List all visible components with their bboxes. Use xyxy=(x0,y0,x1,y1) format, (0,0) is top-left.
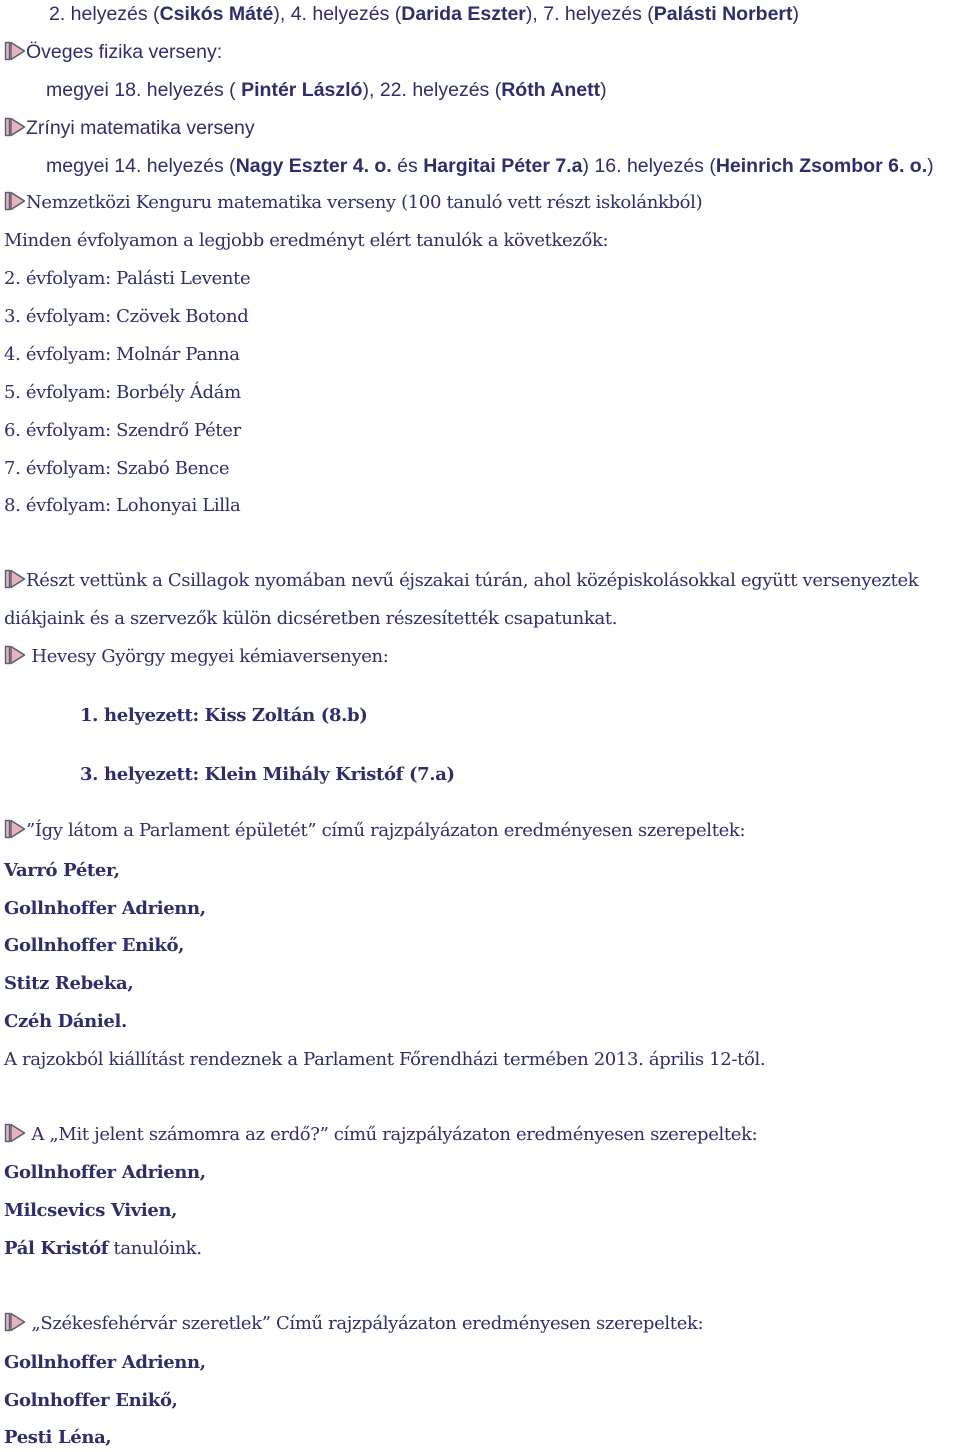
result-text: 3. helyezett: Klein Mihály Kristóf (7.a) xyxy=(80,764,455,785)
competition-oveges xyxy=(4,39,222,65)
grade-text: 4. évfolyam: Molnár Panna xyxy=(4,344,240,365)
text: ), 7. helyezés ( xyxy=(525,3,654,25)
intro-text: Minden évfolyamon a legjobb eredményt elért tanulók a következők: xyxy=(4,230,609,251)
competition-parlament xyxy=(4,818,745,844)
name-text: Stitz Rebeka, xyxy=(4,973,134,994)
arrow-bullet-icon xyxy=(4,1312,26,1332)
exhibition-note xyxy=(4,1047,765,1073)
competition-title: Zrínyi matematika verseny xyxy=(26,117,255,139)
name-text: Czéh Dániel. xyxy=(4,1011,127,1032)
grade-text: 8. évfolyam: Lohonyai Lilla xyxy=(4,495,241,516)
grade-text: 7. évfolyam: Szabó Bence xyxy=(4,458,230,479)
competition-zrinyi xyxy=(4,115,255,141)
suffix-text: tanulóink. xyxy=(108,1238,202,1259)
competition-title: Hevesy György megyei kémiaversenyen: xyxy=(26,646,389,667)
grade-result xyxy=(4,493,240,519)
grade-result xyxy=(4,342,240,368)
text: ), 4. helyezés ( xyxy=(273,3,402,25)
grade-result xyxy=(4,304,248,330)
competition-kenguru xyxy=(4,190,702,216)
text: és xyxy=(391,155,424,177)
note-text: A rajzokból kiállítást rendeznek a Parlament Főrendházi termében 2013. április 12-től. xyxy=(4,1049,766,1070)
result-text: 1. helyezett: Kiss Zoltán (8.b) xyxy=(80,705,368,726)
text: megyei 18. helyezés ( xyxy=(46,79,242,101)
text: ) xyxy=(792,3,799,25)
student-name: Palásti Norbert xyxy=(653,3,793,25)
hevesy-result xyxy=(80,762,455,788)
competition-title: A „Mit jelent számomra az erdő?” című rajzpályázaton eredményesen szerepeltek: xyxy=(26,1124,758,1145)
name-text: Gollnhoffer Adrienn, xyxy=(4,898,206,919)
result-line-oveges xyxy=(46,77,607,103)
student-name: Csikós Máté xyxy=(159,3,274,25)
name-text: Pál Kristóf xyxy=(4,1238,109,1259)
student-name xyxy=(4,1425,111,1451)
name-text: Gollnhoffer Adrienn, xyxy=(4,1352,206,1373)
csillagok-line-2 xyxy=(4,606,617,632)
student-name xyxy=(4,971,133,997)
student-name xyxy=(4,1198,177,1224)
student-name xyxy=(4,1160,206,1186)
arrow-bullet-icon xyxy=(4,41,26,61)
competition-title: „Székesfehérvár szeretlek” Című rajzpályázaton eredményesen szerepeltek: xyxy=(26,1313,704,1334)
student-name xyxy=(4,858,120,884)
grade-text: 6. évfolyam: Szendrő Péter xyxy=(4,420,241,441)
hevesy-result xyxy=(80,703,367,729)
text: ) 16. helyezés ( xyxy=(582,155,716,177)
student-name: Darida Eszter xyxy=(401,3,526,25)
kenguru-intro xyxy=(4,228,608,254)
competition-title: Öveges fizika verseny: xyxy=(26,41,223,63)
grade-result xyxy=(4,266,250,292)
name-text: Varró Péter, xyxy=(4,860,120,881)
competition-title: ”Így látom a Parlament épületét” című rajzpályázaton eredményesen szerepeltek: xyxy=(26,820,746,841)
grade-result xyxy=(4,456,229,482)
arrow-bullet-icon xyxy=(4,819,26,839)
student-name xyxy=(4,1388,178,1414)
student-name xyxy=(4,1009,127,1035)
competition-hevesy xyxy=(4,644,389,670)
student-name: Róth Anett xyxy=(501,79,601,101)
name-text: Gollnhoffer Adrienn, xyxy=(4,1162,206,1183)
student-name: Pintér László xyxy=(241,79,363,101)
text: ) xyxy=(600,79,607,101)
competition-title: Nemzetközi Kenguru matematika verseny (100 tanuló vett részt iskolánkból) xyxy=(26,192,703,213)
text: 2. helyezés ( xyxy=(49,3,160,25)
student-name-line xyxy=(4,1236,202,1262)
arrow-bullet-icon xyxy=(4,1123,26,1143)
grade-result xyxy=(4,418,241,444)
arrow-bullet-icon xyxy=(4,645,26,665)
grade-text: 2. évfolyam: Palásti Levente xyxy=(4,268,251,289)
text: ), 22. helyezés ( xyxy=(362,79,502,101)
arrow-bullet-icon xyxy=(4,569,26,589)
grade-text: 5. évfolyam: Borbély Ádám xyxy=(4,382,241,403)
student-name: Nagy Eszter 4. o. xyxy=(235,155,392,177)
name-text: Golnhoffer Enikő, xyxy=(4,1390,178,1411)
grade-text: 3. évfolyam: Czövek Botond xyxy=(4,306,249,327)
paragraph-text: diákjaink és a szervezők külön dicséretben részesítették csapatunkat. xyxy=(4,608,618,629)
name-text: Pesti Léna, xyxy=(4,1427,112,1448)
student-name: Hargitai Péter 7.a xyxy=(423,155,583,177)
result-line-1 xyxy=(49,1,799,27)
grade-result xyxy=(4,380,241,406)
student-name xyxy=(4,933,184,959)
paragraph-text: Részt vettünk a Csillagok nyomában nevű éjszakai túrán, ahol középiskolásokkal együtt versenyeztek xyxy=(26,570,919,591)
student-name xyxy=(4,1350,206,1376)
name-text: Gollnhoffer Enikő, xyxy=(4,935,185,956)
arrow-bullet-icon xyxy=(4,117,26,137)
csillagok-line-1 xyxy=(4,568,918,594)
text: ) xyxy=(927,155,934,177)
name-text: Milcsevics Vivien, xyxy=(4,1200,178,1221)
student-name xyxy=(4,896,206,922)
student-name: Heinrich Zsombor 6. o. xyxy=(715,155,928,177)
competition-szekesfehervar xyxy=(4,1311,703,1337)
text: megyei 14. helyezés ( xyxy=(46,155,236,177)
arrow-bullet-icon xyxy=(4,191,26,211)
competition-erdo xyxy=(4,1122,757,1148)
result-line-zrinyi xyxy=(46,153,934,179)
